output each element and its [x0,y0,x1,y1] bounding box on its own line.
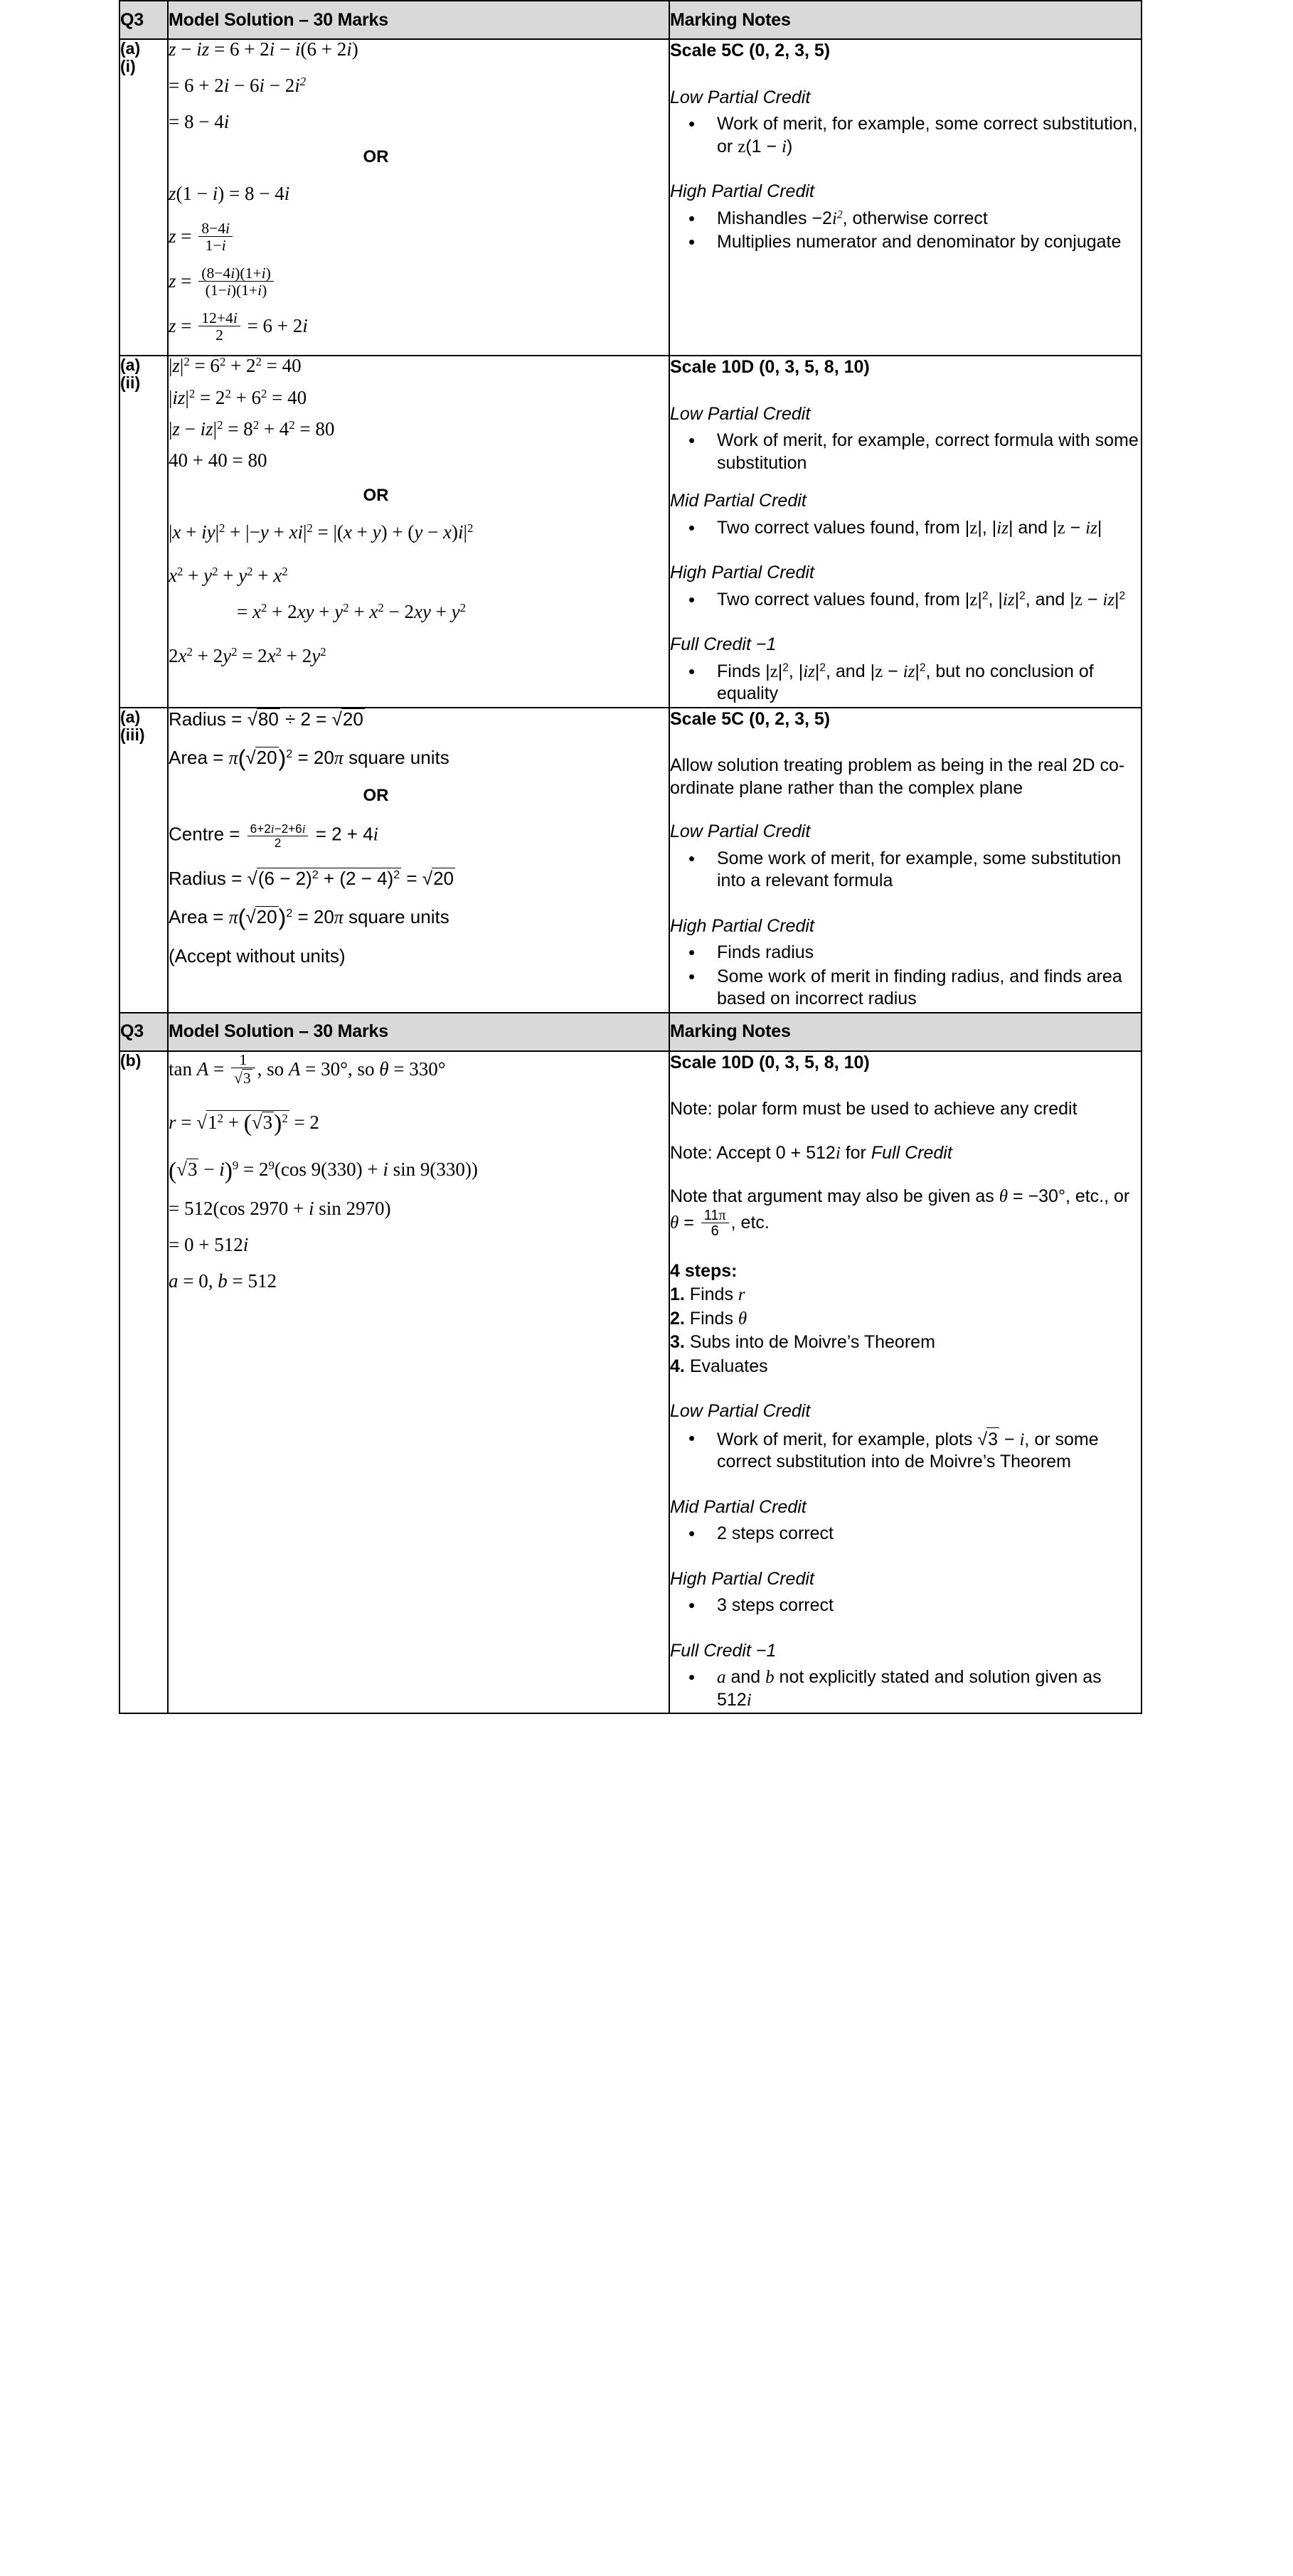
marking-scheme-table [119,0,1142,1714]
low-partial-credit-title: Low Partial Credit [670,821,811,842]
equation-line: a = 0, b = 512 [169,1270,277,1292]
notes-cell-a-iii [669,708,1142,1013]
part-label-line1: (a) [120,707,141,726]
or-divider: OR [363,786,389,806]
equation-line: = 8 − 4i [169,111,230,133]
equation-line: z = $\frac{8-4i}{1-i}$ [169,220,669,253]
steps-title: 4 steps: [670,1260,738,1281]
low-partial-credit-title: Low Partial Credit [670,1401,811,1422]
list-item: • Work of merit, for example, correct formula with some substitution [670,430,1141,474]
part-label-a-i [119,39,168,356]
equation-line: Radius = √80 ÷ 2 = √20 [169,708,363,730]
argument-note: Note that argument may also be given as θ = −30°, etc., or θ = $\frac{11\pi}{6}$ , etc. [670,1186,1130,1240]
low-partial-credit-list [670,1427,1141,1474]
list-item: • a and b not explicitly stated and solution given as 512i [670,1666,1141,1711]
list-item: • 3 steps correct [670,1595,1141,1617]
low-partial-credit-list [670,113,1141,158]
full-credit-title: Full Credit −1 [670,634,777,655]
low-partial-credit-title: Low Partial Credit [670,87,811,107]
mid-partial-credit-list [670,1523,1141,1545]
solution-cell-b [168,1051,669,1713]
list-item: • Finds radius [670,942,1141,964]
or-divider: OR [363,147,389,167]
low-partial-credit-list [670,430,1141,474]
equation-line: z(1 − i) = 8 − 4i [169,183,290,205]
list-item: • Two correct values found, from $|z|^2$, $|iz|^2$, and $|z - iz|^2$ [670,589,1141,612]
marking-scheme-page [119,0,1141,1714]
part-label-line2: (ii) [120,373,141,393]
header-notes-label: Marking Notes [669,1013,1142,1051]
scale-label: Scale 5C (0, 2, 3, 5) [670,708,831,729]
low-partial-credit-list [670,848,1141,893]
notes-cell-a-i [669,39,1142,356]
equation-line: Radius = $√(6 - 2)^2 + (2 - 4)^2 = √20$ [169,867,454,889]
accept-note: Note: Accept 0 + 512i for Full Credit [670,1142,952,1163]
part-label-b [119,1051,168,1713]
table-header-row [119,1,1142,39]
part-label-line1: (a) [120,356,141,375]
equation-line: Area = $\pi(√20)^2 = 20\pi$ square units [169,905,449,931]
equation-line: z − iz = 6 + 2i − i(6 + 2i) [169,38,358,60]
equation-line: = 0 + 512i [169,1233,249,1255]
equation-line: $x^2 + y^2 + y^2 + x^2$ [169,565,288,587]
equation-line: $2x^2 + 2y^2 = 2x^2 + 2y^2$ [169,644,326,666]
full-credit-list [670,661,1141,706]
table-header-row-2 [119,1013,1142,1051]
list-item: • Work of merit, for example, plots √3 − i, or some correct substitution into de Moivre’s Theorem [670,1427,1141,1474]
list-item: • Multiplies numerator and denominator by conjugate [670,231,1141,254]
polar-form-note: Note: polar form must be used to achieve any credit [670,1099,1078,1119]
equation-line: tan A = $\frac{1}{√3}$ , so A = 30°, so θ = 330° [169,1050,446,1087]
list-item: • Some work of merit in finding radius, and finds area based on incorrect radius [670,966,1141,1011]
table-row-a-iii [119,708,1142,1013]
high-partial-credit-list [670,1595,1141,1617]
notes-cell-b [669,1051,1142,1713]
notes-cell-a-ii [669,356,1142,708]
high-partial-credit-title: High Partial Credit [670,181,814,201]
scale-label: Scale 10D (0, 3, 5, 8, 10) [670,357,870,378]
mid-partial-credit-title: Mid Partial Credit [670,491,807,511]
equation-line: $|iz|^2 = 2^2 + 6^2 = 40$ [169,386,307,408]
list-item: • Some work of merit, for example, some substitution into a relevant formula [670,848,1141,893]
step-item: 1. Finds r [670,1284,745,1305]
accept-note: (Accept without units) [169,945,346,967]
full-credit-list [670,1666,1141,1711]
equation-line: $|x + iy|^2 + |-y + xi|^2 = |(x + y) + (y - x)i|^2$ [169,521,474,543]
list-item: • Work of merit, for example, some correct substitution, or z(1 − i) [670,113,1141,158]
step-number: 2. [670,1308,685,1329]
part-label-line1: (a) [120,39,141,58]
step-number: 3. [670,1332,685,1353]
high-partial-credit-list [670,589,1141,612]
step-item [670,1331,1141,1354]
equation-line: $|z - iz|^2 = 8^2 + 4^2 = 80$ [169,417,335,440]
list-item: • Mishandles $-2i^2$, otherwise correct [670,208,1141,230]
header-solution-label: Model Solution – 30 Marks [168,1,669,39]
equation-line: z = $\frac{(8-4i)(1+i)}{(1-i)(1+i)}$ [169,265,669,298]
high-partial-credit-title: High Partial Credit [670,915,814,936]
part-label-a-iii [119,708,168,1013]
header-question-label: Q3 [119,1,168,39]
solution-cell-a-ii [168,356,669,708]
step-item: 2. Finds θ [670,1308,747,1329]
equation-line: z = $\frac{12+4i}{2}$ = 6 + 2i [169,309,308,344]
step-item [670,1356,1141,1378]
table-row-a-ii [119,356,1142,708]
high-partial-credit-title: High Partial Credit [670,563,814,583]
low-partial-credit-title: Low Partial Credit [670,403,811,424]
part-label-line2: (iii) [120,725,145,744]
scale-label: Scale 10D (0, 3, 5, 8, 10) [670,1052,870,1073]
list-item: • 2 steps correct [670,1523,1141,1545]
step-number: 4. [670,1356,685,1376]
header-notes-label: Marking Notes [669,1,1142,39]
equation-line: $r = √1^2 + (√3)^2 = 2$ [169,1110,319,1137]
equation-line: 40 + 40 = 80 [169,449,267,471]
equation-line: = $6 + 2i - 6i - 2i^2$ [169,75,307,97]
equation-line: Area = $\pi(√20)^2 = 20\pi$ square units [169,745,449,772]
high-partial-credit-list [670,942,1141,1011]
mid-partial-credit-list [670,517,1141,540]
solution-cell-a-iii [168,708,669,1013]
solution-cell-a-i [168,39,669,356]
step-number: 1. [670,1284,685,1305]
part-label-a-ii [119,356,168,708]
equation-line: = 512(cos 2970 + i sin 2970) [169,1197,391,1219]
mid-partial-credit-title: Mid Partial Credit [670,1496,807,1517]
table-row-a-i [119,39,1142,356]
equation-line: $(√3 - i)^9 = 2^9(\cos$ 9(330) + i sin 9(330)) [169,1157,478,1184]
step-text: Subs into de Moivre’s Theorem [689,1332,935,1353]
equation-line: = $x^2 + 2xy + y^2 + x^2 - 2xy + y^2$ [237,601,467,623]
scale-label: Scale 5C (0, 2, 3, 5) [670,41,831,60]
high-partial-credit-title: High Partial Credit [670,1568,814,1589]
step-text: Evaluates [689,1356,768,1376]
high-partial-credit-list [670,208,1141,254]
header-solution-label: Model Solution – 30 Marks [168,1013,669,1051]
list-item: • Two correct values found, from |z|, |iz| and |z − iz| [670,517,1141,540]
equation-line: $|z|^2 = 6^2 + 2^2 = 40$ [169,355,302,377]
header-question-label: Q3 [119,1013,168,1051]
allow-note: Allow solution treating problem as being in the real 2D co-ordinate plane rather than the complex plane [670,755,1125,798]
part-label-line2: (i) [120,56,136,75]
list-item: • Finds $|z|^2$, $|iz|^2$, and $|z - iz|^2$, but no conclusion of equality [670,661,1141,706]
equation-line: Centre = $\frac{6+2i-2+6i}{2}$ = 2 + 4i [169,821,378,850]
part-label-line1: (b) [120,1050,142,1070]
or-divider: OR [363,485,389,505]
full-credit-title: Full Credit −1 [670,1640,777,1661]
table-row-b [119,1051,1142,1713]
